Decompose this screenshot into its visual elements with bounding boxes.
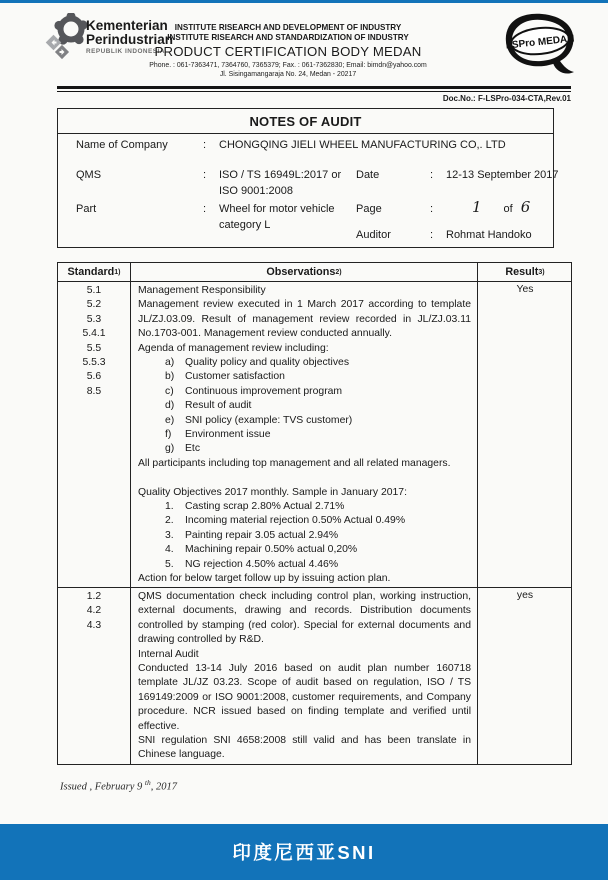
colon: : [203,139,207,151]
table-row-2-result [478,588,572,764]
objective-marker: 1. [165,501,174,513]
company-value: CHONGQING JIELI WHEEL MANUFACTURING CO,. LTD [219,139,506,151]
header-divider [57,86,571,92]
standard-ref: 5.2 [86,299,102,311]
company-label: Name of Company [76,139,168,151]
page-total-handwritten: 6 [520,198,531,216]
page-label: Page [356,203,382,215]
agenda-text: Etc [185,443,201,455]
blank-line [138,471,471,485]
part-field-line2 [219,219,270,231]
standard-header-text: Standard [67,266,115,278]
obs-paragraph: SNI regulation SNI 4658:2008 still valid and has been translate in Chinese language. [138,735,471,761]
agenda-marker: a) [165,357,175,369]
page-of-label: of [503,203,513,215]
agenda-text: SNI policy (example: TVS customer) [185,414,353,426]
obs-paragraph: QMS documentation check including control plan, working instruction, external documents, drawing and records. Distribution documents controlled by stamping (red color). Special for external documents and drawing controlled by R&D. [138,591,471,646]
agenda-marker: g) [165,443,175,455]
standard-ref: 8.5 [86,385,102,397]
agenda-intro: Agenda of management review including: [138,342,329,354]
agenda-marker: c) [165,385,174,397]
institute-line1: INSTITUTE RISEARCH AND DEVELOPMENT OF INDUSTRY [174,23,402,32]
objective-item [138,500,471,514]
ministry-gear-icon [44,13,88,68]
date-field [356,169,559,181]
audit-table [57,262,572,765]
agenda-item [138,414,471,428]
standard-ref: 5.3 [86,313,102,325]
agenda-marker: e) [165,414,175,426]
banner-text: 印度尼西亚SNI [232,842,376,863]
top-blue-strip [0,0,608,3]
objective-text: Casting scrap 2.80% Actual 2.71% [185,501,345,513]
obs-subtitle: Internal Audit [138,648,199,660]
auditor-label: Auditor [356,229,391,241]
agenda-text: Quality policy and quality objectives [185,357,350,369]
agenda-text: Customer satisfaction [185,371,285,383]
agenda-text: Result of audit [185,400,252,412]
ministry-line1: Kementerian [86,18,168,33]
result-value: Yes [516,284,534,295]
part-value-line1: Wheel for motor vehicle [219,203,335,215]
form-title: NOTES OF AUDIT [58,109,553,134]
colon: : [430,203,434,215]
objective-item [138,558,471,572]
objective-item [138,543,471,557]
result-value: yes [516,590,534,601]
colon: : [203,203,207,215]
standard-header-sup: 1) [114,268,121,276]
ministry-line2: Perindustrian [86,31,174,47]
action-line: Action for below target follow up by issuing action plan. [138,573,391,585]
column-header-result [478,263,572,282]
qms-field [76,169,341,181]
issued-date-line [60,778,177,793]
table-row-2-standards [58,588,131,764]
column-header-standard [58,263,131,282]
qms-value-line2: ISO 9001:2008 [219,185,294,197]
agenda-item [138,399,471,413]
result-header-sup: 3) [538,268,545,276]
agenda-text: Continuous improvement program [185,385,343,397]
standard-ref: 5.5 [86,342,102,354]
bottom-banner [0,824,608,880]
company-field [76,139,506,151]
objective-text: Painting repair 3.05 actual 2.94% [185,529,339,541]
part-field [76,203,335,215]
obs-paragraph: Management review executed in 1 March 2017 according to template JL/ZJ.03.09. Result of management review recorded in JL/ZJ.03.11 No.1703-001. Management review conducted annually. [138,299,471,340]
objective-text: Machining repair 0.50% actual 0,20% [185,544,358,556]
table-row-1-observations [131,282,478,588]
observations-header-sup: 2) [335,268,342,276]
standard-ref: 5.6 [86,371,102,383]
agenda-item [138,428,471,442]
standard-ref: 5.5.3 [82,357,106,369]
agenda-marker: b) [165,371,175,383]
notes-of-audit-form [57,108,559,248]
page-field [356,198,530,216]
auditor-value: Rohmat Handoko [446,229,532,241]
date-label: Date [356,169,380,181]
contact-line1: Phone. : 061-7363471, 7364760, 7365379; Fax. : 061-7362830; Email: bimdn@yahoo.com [149,62,427,70]
objective-marker: 3. [165,529,174,541]
lspro-logo-text: LSPro MEDAN [505,33,575,52]
objective-text: NG rejection 4.50% actual 4.46% [185,558,339,570]
agenda-marker: d) [165,400,175,412]
qms-value-line1: ISO / TS 16949L:2017 or [219,169,342,181]
agenda-text: Environment issue [185,429,271,441]
objectives-intro: Quality Objectives 2017 monthly. Sample in January 2017: [138,486,407,498]
part-value-line2: category L [219,219,271,231]
colon: : [430,169,434,181]
institute-line2: INSTITUTE RISEARCH AND STANDARDIZATION OF INDUSTRY [167,33,409,43]
agenda-item [138,356,471,370]
agenda-item [138,442,471,456]
ministry-line3: REPUBLIK INDONESIA [86,47,165,55]
obs-paragraph: Conducted 13-14 July 2016 based on audit plan number 160718 template JL/JZ 03.23. Scope of audit based on regulation, ISO / TS 169149:2009 or ISO 9001:2008, customer requirements, and Company procedure. NCR issued based on finding template and verified until effective. [138,663,471,732]
objective-marker: 2. [165,515,174,527]
date-value: 12-13 September 2017 [446,169,559,181]
issued-suffix: , 2017 [150,781,177,793]
certification-body-title: PRODUCT CERTIFICATION BODY MEDAN [154,44,422,60]
objective-marker: 5. [165,558,174,570]
form-fields [58,134,559,246]
objective-marker: 4. [165,544,174,556]
standard-ref: 5.4.1 [82,328,106,340]
standard-ref: 4.2 [86,605,102,617]
table-row-1-result [478,282,572,588]
lspro-medan-logo-icon [496,10,588,87]
auditor-field [356,229,532,241]
standard-ref: 1.2 [86,591,102,602]
participants-line: All participants including top management and all related managers. [138,457,451,469]
doc-number: Doc.No.: F-LSPro-034-CTA,Rev.01 [442,94,571,103]
objective-item [138,529,471,543]
issued-prefix: Issued , February 9 [60,781,145,793]
standard-ref: 5.1 [86,285,102,296]
agenda-item [138,385,471,399]
issued-ordinal-sup: th [144,778,151,787]
colon: : [203,169,207,181]
table-row-1-standards [58,282,131,588]
agenda-marker: f) [165,429,172,441]
obs-title: Management Responsibility [138,285,266,296]
objective-text: Incoming material rejection 0.50% Actual 0.49% [185,515,406,527]
qms-label: QMS [76,169,102,181]
standard-ref: 4.3 [86,619,102,631]
letterhead [143,23,433,80]
page-current-handwritten: 1 [472,198,482,216]
table-row-2-observations [131,588,478,764]
agenda-item [138,370,471,384]
contact-line2: Jl. Sisingamangaraja No. 24, Medan - 20217 [219,71,357,79]
column-header-observations [131,263,478,282]
colon: : [430,229,434,241]
objective-item [138,514,471,528]
qms-field-line2 [219,185,293,197]
part-label: Part [76,203,97,215]
result-header-text: Result [505,266,539,278]
observations-header-text: Observations [266,266,336,278]
